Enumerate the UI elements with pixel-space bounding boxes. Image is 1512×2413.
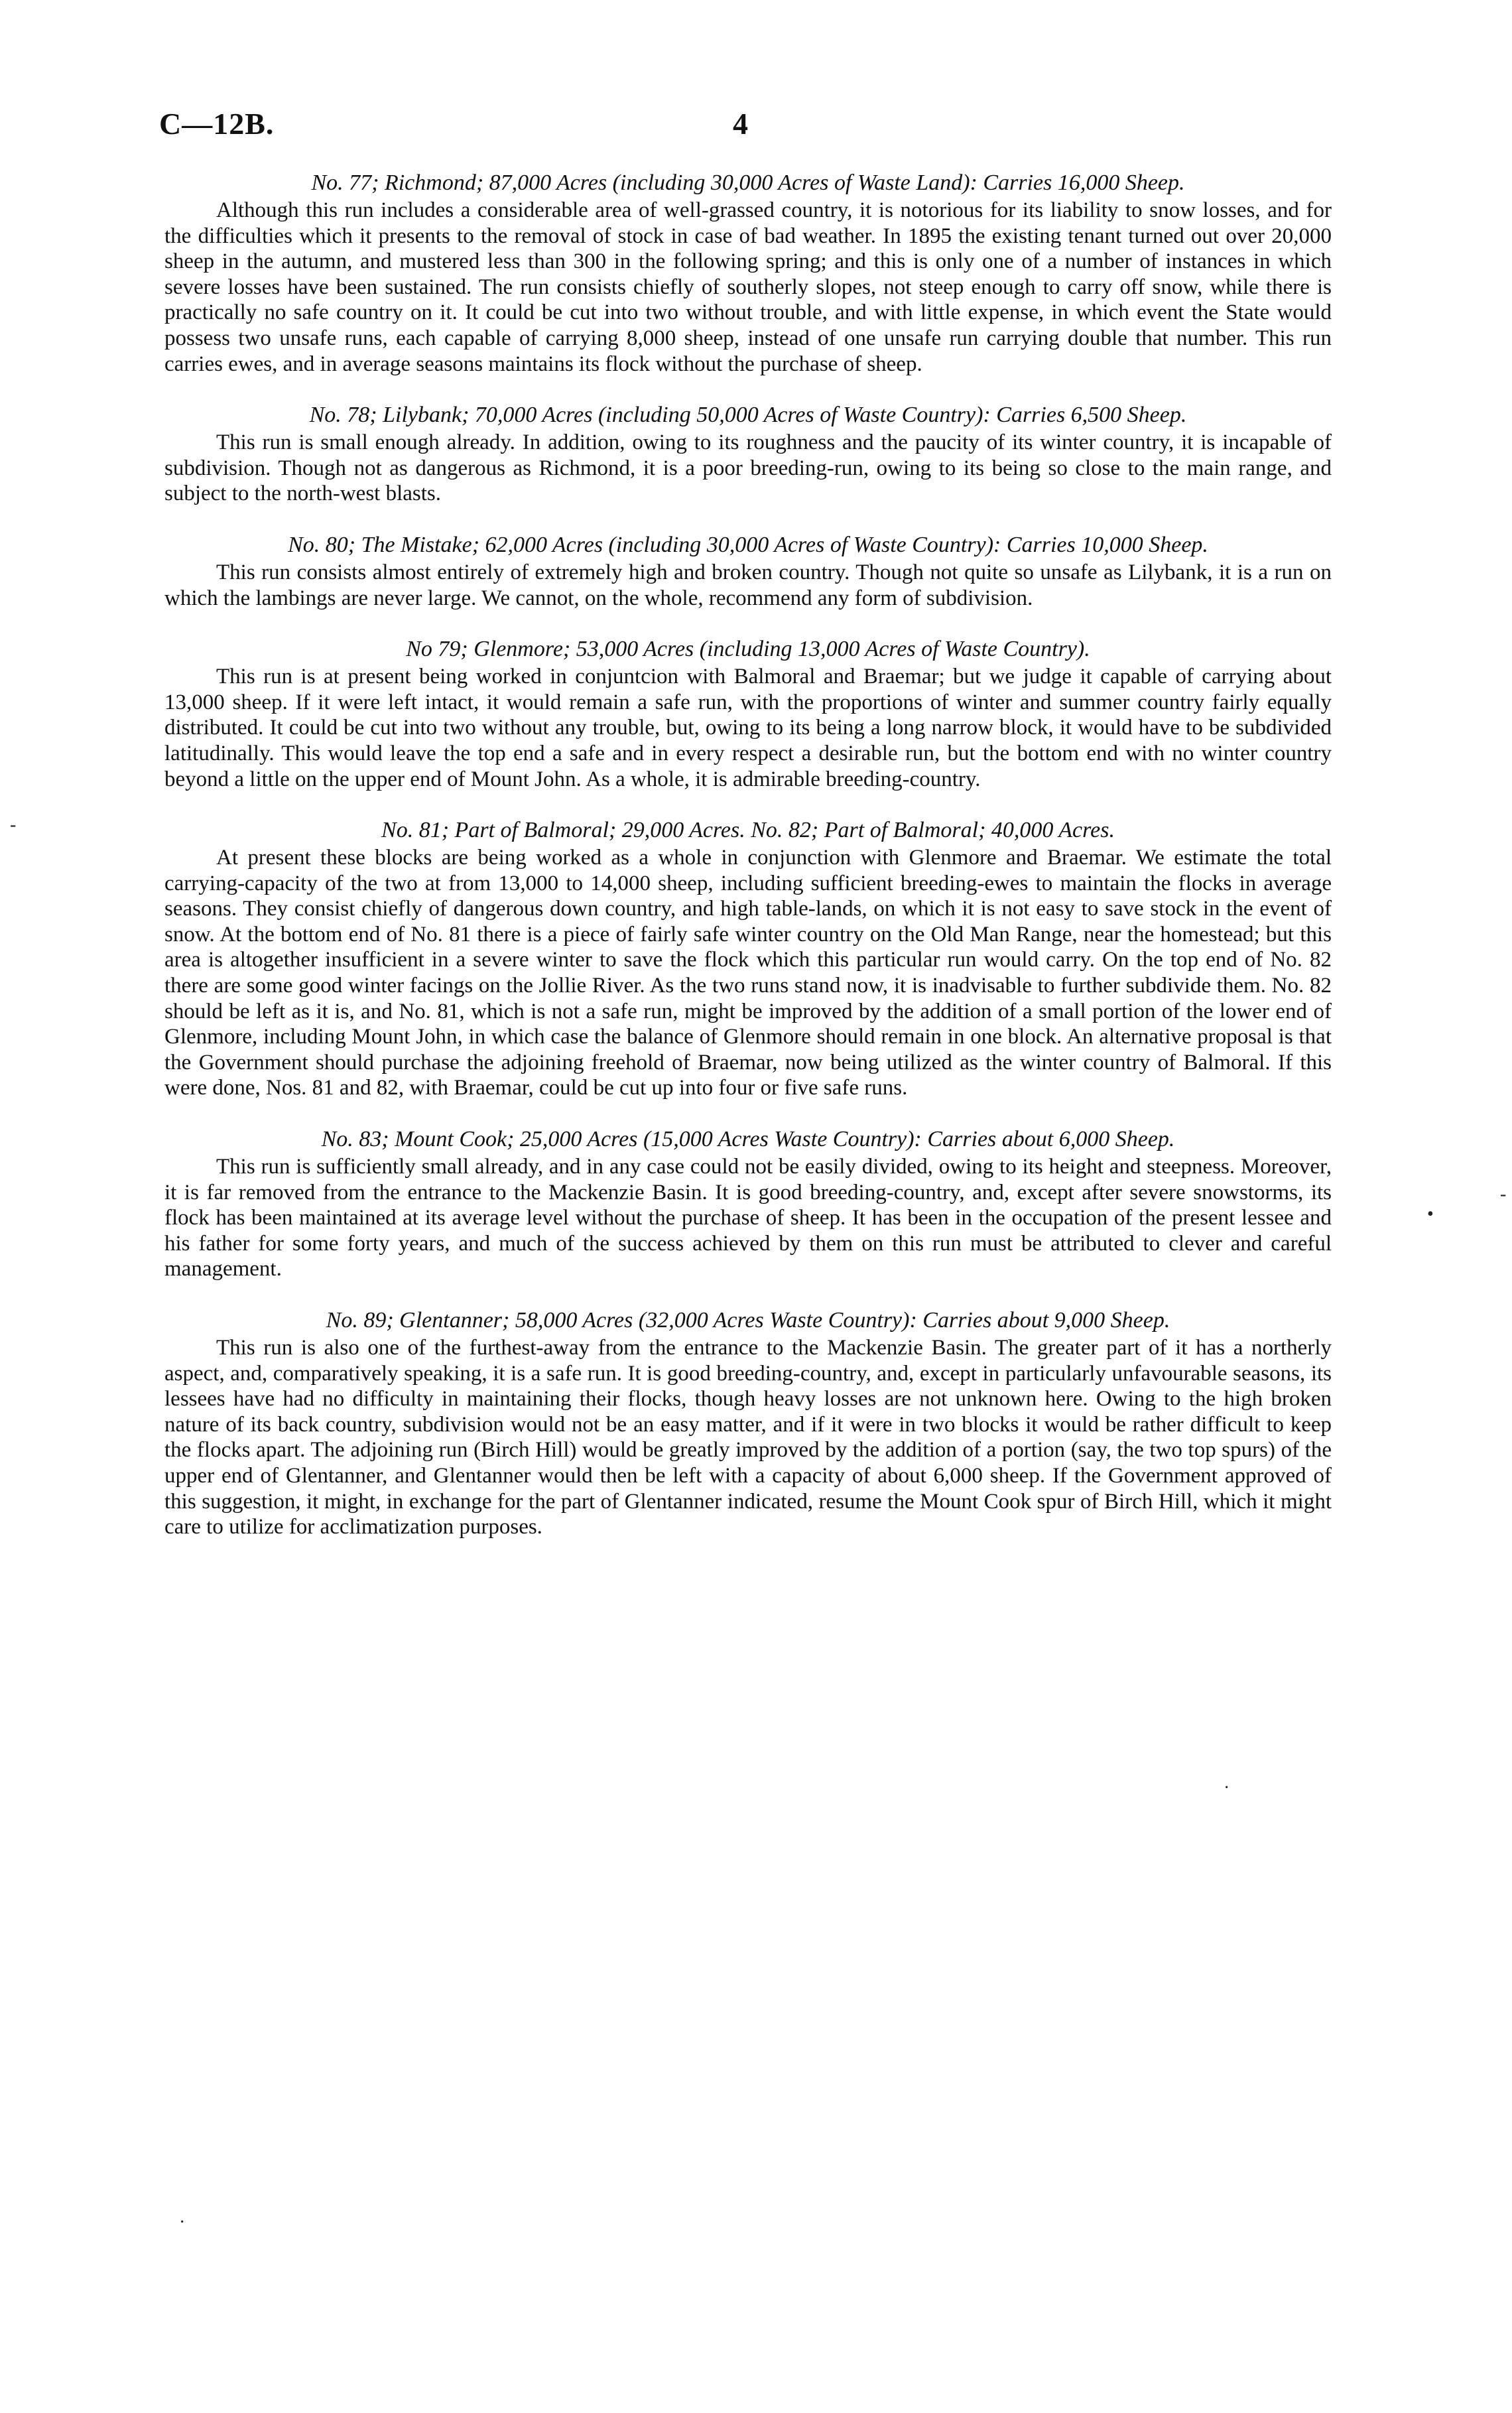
scan-speck-mark: - xyxy=(1500,1184,1507,1205)
section-paragraph: This run is also one of the furthest-away from the entrance to the Mackenzie Basin. The greater part of it has a northerly aspect, and, comparatively speaking, it is a safe run. It is good breeding-country, and, except in particularly unfavourable seasons, its lessees have had no difficulty in maintaining their flocks, though heavy losses are not unknown here. Owing to the high broken nature of its back country, subdivision would not be an easy matter, and if it were in two blocks it would be rather difficult to keep the flocks apart. The adjoining run (Birch Hill) would be greatly improved by the addition of a portion (say, the two top spurs) of the upper end of Glentanner, and Glentanner would then be left with a capacity of about 6,000 sheep. If the Government approved of this suggestion, it might, in exchange for the part of Glentanner indicated, resume the Mount Cook spur of Birch Hill, which it might care to utilize for acclimatization purposes. xyxy=(164,1336,1332,1539)
section-heading: No. 83; Mount Cook; 25,000 Acres (15,000 Acres Waste Country): Carries about 6,000 Sheep. xyxy=(321,1127,1175,1152)
section-lilybank xyxy=(164,403,1332,507)
section-balmoral xyxy=(164,818,1332,1101)
section-paragraph: Although this run includes a considerable area of well-grassed country, it is notorious for its liability to snow losses, and for the difficulties which it presents to the removal of stock in case of bad weather. In 1895 the existing tenant turned out over 20,000 sheep in the autumn, and mustered less than 300 in the following spring; and this is only one of a number of instances in which severe losses have been sustained. The run consists chiefly of southerly slopes, not steep enough to carry off snow, while there is practically no safe country on it. It could be cut into two without trouble, and with little expense, in which event the State would possess two unsafe runs, each capable of carrying 8,000 sheep, instead of one unsafe run carrying double that number. This run carries ewes, and in average seasons maintains its flock without the purchase of sheep. xyxy=(164,198,1332,376)
document-body xyxy=(164,171,1332,1567)
section-heading: No 79; Glenmore; 53,000 Acres (including 13,000 Acres of Waste Country). xyxy=(406,637,1090,662)
scan-speck-mark: · xyxy=(179,2212,186,2233)
scan-speck-mark: · xyxy=(1224,1778,1230,1798)
section-glenmore xyxy=(164,637,1332,792)
section-mount-cook xyxy=(164,1128,1332,1282)
section-heading: No. 81; Part of Balmoral; 29,000 Acres. No. 82; Part of Balmoral; 40,000 Acres. xyxy=(381,818,1115,843)
section-the-mistake xyxy=(164,533,1332,611)
scan-speck-mark: • xyxy=(1427,1204,1434,1224)
section-paragraph: At present these blocks are being worked as a whole in conjunction with Glenmore and Braemar. We estimate the total carrying-capacity of the two at from 13,000 to 14,000 sheep, including sufficient breeding-ewes to maintain the flocks in average seasons. They consist chiefly of dangerous down country, and high table-lands, on which it is not easy to save stock in the event of snow. At the bottom end of No. 81 there is a piece of fairly safe winter country on the Old Man Range, near the homestead; but this area is altogether insufficient in a severe winter to save the flock which this particular run would carry. On the top end of No. 82 there are some good winter facings on the Jollie River. As the two runs stand now, it is inadvisable to further subdivide them. No. 82 should be left as it is, and No. 81, which is not a safe run, might be improved by the addition of a small portion of the lower end of Glenmore, including Mount John, in which case the balance of Glenmore should remain in one block. An alternative proposal is that the Government should purchase the adjoining freehold of Braemar, now being utilized as the winter country of Balmoral. If this were done, Nos. 81 and 82, with Braemar, could be cut up into four or five safe runs. xyxy=(164,846,1332,1100)
section-richmond xyxy=(164,171,1332,377)
section-heading: No. 80; The Mistake; 62,000 Acres (including 30,000 Acres of Waste Country): Carries 10,000 Sheep. xyxy=(288,532,1208,557)
section-glentanner xyxy=(164,1309,1332,1540)
scan-speck-mark: - xyxy=(10,815,17,835)
section-heading: No. 77; Richmond; 87,000 Acres (including 30,000 Acres of Waste Land): Carries 16,000 Sheep. xyxy=(311,170,1185,195)
section-paragraph: This run is at present being worked in conjuntcion with Balmoral and Braemar; but we judge it capable of carrying about 13,000 sheep. If it were left intact, it would remain a safe run, with the proportions of winter and summer country fairly equally distributed. It could be cut into two without any trouble, but, owing to its being a long narrow block, it would have to be subdivided latitudinally. This would leave the top end a safe and in every respect a desirable run, but the bottom end with no winter country beyond a little on the upper end of Mount John. As a whole, it is admirable breeding-country. xyxy=(164,665,1332,791)
document-reference: C—12B. xyxy=(159,107,275,141)
section-heading: No. 89; Glentanner; 58,000 Acres (32,000 Acres Waste Country): Carries about 9,000 Sheep. xyxy=(326,1308,1170,1333)
section-paragraph: This run is small enough already. In addition, owing to its roughness and the paucity of its winter country, it is incapable of subdivision. Though not as dangerous as Richmond, it is a poor breeding-run, owing to its being so close to the main range, and subject to the north-west blasts. xyxy=(164,430,1332,506)
section-paragraph: This run consists almost entirely of extremely high and broken country. Though not quite so unsafe as Lilybank, it is a run on which the lambings are never large. We cannot, on the whole, recommend any form of subdivision. xyxy=(164,560,1332,610)
page-header xyxy=(159,106,1353,153)
page-number: 4 xyxy=(733,107,748,141)
section-heading: No. 78; Lilybank; 70,000 Acres (including 50,000 Acres of Waste Country): Carries 6,500 Sheep. xyxy=(309,403,1187,428)
section-paragraph: This run is sufficiently small already, and in any case could not be easily divided, owing to its height and steepness. Moreover, it is far removed from the entrance to the Mackenzie Basin. It is good breeding-country, and, except after severe snowstorms, its flock has been maintained at its average level without the purchase of sheep. It has been in the occupation of the present lessee and his father for some forty years, and much of the success achieved by them on this run must be attributed to clever and careful management. xyxy=(164,1155,1332,1281)
